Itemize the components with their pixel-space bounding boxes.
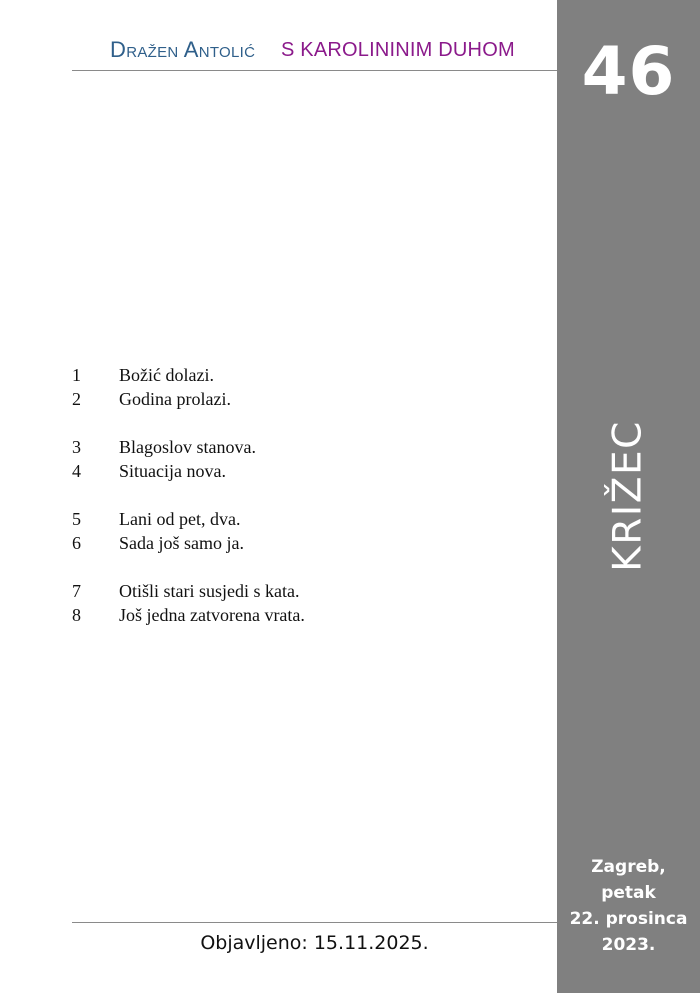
- poem-line: [72, 531, 542, 555]
- line-text: Još jedna zatvorena vrata.: [119, 605, 305, 625]
- collection-title: S KAROLININIM DUHOM: [281, 39, 515, 61]
- poem-line: [72, 603, 542, 627]
- line-number: 6: [72, 533, 81, 553]
- line-number: 8: [72, 605, 81, 625]
- line-number: 5: [72, 509, 81, 529]
- line-number: 4: [72, 461, 81, 481]
- poem-title: KRIŽEC: [605, 420, 651, 572]
- line-number: 3: [72, 437, 81, 457]
- line-number: 2: [72, 389, 81, 409]
- line-number: 7: [72, 581, 81, 601]
- poem-number: 46: [581, 33, 676, 110]
- line-text: Lani od pet, dva.: [119, 509, 241, 529]
- poem-line: [72, 507, 542, 531]
- line-text: Godina prolazi.: [119, 389, 231, 409]
- published-date: Objavljeno: 15.11.2025.: [200, 932, 429, 954]
- poem-line: [72, 579, 542, 603]
- line-text: Božić dolazi.: [119, 365, 214, 385]
- stanza: [72, 435, 542, 483]
- place-date-line: 2023.: [601, 935, 656, 955]
- line-text: Situacija nova.: [119, 461, 226, 481]
- page-header: [72, 37, 557, 71]
- poem-body: [72, 363, 542, 651]
- stanza: [72, 507, 542, 555]
- poem-line: [72, 435, 542, 459]
- poem-line: [72, 387, 542, 411]
- line-text: Sada još samo ja.: [119, 533, 244, 553]
- author-name: Dražen Antolić: [110, 37, 256, 62]
- footer-divider: [72, 922, 557, 923]
- line-number: 1: [72, 365, 81, 385]
- place-date-line: 22. prosinca: [569, 909, 688, 929]
- header-divider: [72, 70, 557, 71]
- stanza: [72, 363, 542, 411]
- place-date-line: Zagreb,: [591, 857, 666, 877]
- place-date: [557, 854, 700, 958]
- place-date-line: petak: [601, 883, 656, 903]
- stanza: [72, 579, 542, 627]
- poem-line: [72, 363, 542, 387]
- poem-line: [72, 459, 542, 483]
- line-text: Blagoslov stanova.: [119, 437, 256, 457]
- line-text: Otišli stari susjedi s kata.: [119, 581, 300, 601]
- sidebar: [557, 0, 700, 993]
